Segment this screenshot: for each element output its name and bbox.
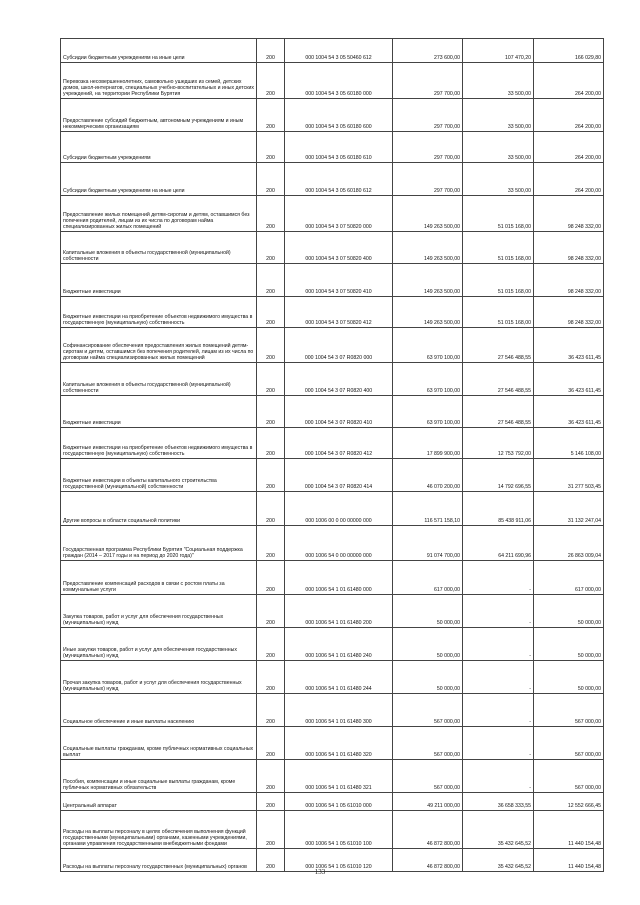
row-remaining: 36 423 611,45 (534, 328, 604, 363)
row-approved: 297 700,00 (393, 132, 463, 163)
row-csr: 000 1004 54 3 07 R0820 000 (285, 328, 393, 363)
row-code: 200 (257, 363, 285, 396)
row-approved: 91 074 700,00 (393, 526, 463, 561)
row-name: Прочая закупка товаров, работ и услуг для обеспечения государственных (муниципальных) нужд (61, 661, 257, 694)
row-name: Капитальные вложения в объекты государственной (муниципальной) собственности (61, 363, 257, 396)
row-csr: 000 1004 54 3 07 R0820 414 (285, 459, 393, 492)
table-row (61, 428, 604, 459)
row-executed: 35 432 645,52 (463, 811, 534, 849)
row-approved: 50 000,00 (393, 628, 463, 661)
row-remaining: 36 423 611,45 (534, 363, 604, 396)
row-csr: 000 1004 54 3 05 60180 600 (285, 99, 393, 132)
row-code: 200 (257, 526, 285, 561)
row-approved: 567 000,00 (393, 760, 463, 793)
table-row (61, 396, 604, 428)
row-executed: 33 500,00 (463, 63, 534, 99)
row-executed: 51 015 168,00 (463, 297, 534, 328)
row-remaining: 567 000,00 (534, 694, 604, 727)
table-row (61, 694, 604, 727)
row-name: Бюджетные инвестиции в объекты капитального строительства государственной (муниципальной) собственности (61, 459, 257, 492)
row-remaining: 264 200,00 (534, 132, 604, 163)
row-csr: 000 1006 54 1 05 61010 100 (285, 811, 393, 849)
row-csr: 000 1004 54 3 07 R0820 400 (285, 363, 393, 396)
row-remaining: 567 000,00 (534, 760, 604, 793)
row-csr: 000 1006 54 1 05 61010 120 (285, 849, 393, 872)
table-row (61, 39, 604, 63)
row-csr: 000 1006 54 1 01 61480 000 (285, 561, 393, 595)
row-name: Расходы на выплаты персоналу в целях обеспечения выполнения функций государственными (муниципальными) органами, казенными учреждениями, органами управления государственными внебюджетными фондами (61, 811, 257, 849)
row-executed: - (463, 760, 534, 793)
row-executed: 27 546 488,55 (463, 363, 534, 396)
row-name: Субсидии бюджетным учреждениям на иные цели (61, 39, 257, 63)
row-executed: 36 658 333,55 (463, 793, 534, 811)
row-approved: 617 000,00 (393, 561, 463, 595)
row-executed: 51 015 168,00 (463, 264, 534, 297)
row-csr: 000 1006 54 1 01 61480 320 (285, 727, 393, 760)
row-csr: 000 1006 54 1 01 61480 200 (285, 595, 393, 628)
table-row (61, 526, 604, 561)
row-approved: 297 700,00 (393, 163, 463, 196)
row-approved: 149 263 500,00 (393, 232, 463, 264)
row-name: Центральный аппарат (61, 793, 257, 811)
row-executed: 64 211 690,96 (463, 526, 534, 561)
table-row (61, 459, 604, 492)
row-name: Предоставление субсидий бюджетным, автономным учреждениям и иным некоммерческим организациям (61, 99, 257, 132)
row-csr: 000 1006 54 1 01 61480 300 (285, 694, 393, 727)
row-approved: 567 000,00 (393, 694, 463, 727)
row-remaining: 31 277 503,45 (534, 459, 604, 492)
row-name: Пособия, компенсации и иные социальные выплаты гражданам, кроме публичных нормативных обязательств (61, 760, 257, 793)
row-remaining: 264 200,00 (534, 63, 604, 99)
row-approved: 63 970 100,00 (393, 396, 463, 428)
row-executed: - (463, 727, 534, 760)
row-csr: 000 1006 54 1 01 61480 321 (285, 760, 393, 793)
page-number: 133 (314, 868, 326, 876)
row-executed: 27 546 488,55 (463, 328, 534, 363)
row-name: Государственная программа Республики Бурятия "Социальная поддержка граждан (2014 – 2017 годы и на период до 2020 года)" (61, 526, 257, 561)
row-code: 200 (257, 849, 285, 872)
row-remaining: 166 029,80 (534, 39, 604, 63)
row-name: Иные закупки товаров, работ и услуг для обеспечения государственных (муниципальных) нужд (61, 628, 257, 661)
row-remaining: 98 248 332,00 (534, 196, 604, 232)
table-row (61, 363, 604, 396)
table-row (61, 492, 604, 526)
row-remaining: 50 000,00 (534, 595, 604, 628)
row-remaining: 31 132 247,04 (534, 492, 604, 526)
table-row (61, 811, 604, 849)
row-executed: 35 432 645,52 (463, 849, 534, 872)
row-name: Предоставление компенсаций расходов в связи с ростом платы за коммунальные услуги (61, 561, 257, 595)
row-executed: 85 438 911,06 (463, 492, 534, 526)
row-csr: 000 1004 54 3 07 50820 410 (285, 264, 393, 297)
row-csr: 000 1004 54 3 07 50820 000 (285, 196, 393, 232)
row-approved: 297 700,00 (393, 63, 463, 99)
row-executed: 51 015 168,00 (463, 196, 534, 232)
row-executed: 27 546 488,55 (463, 396, 534, 428)
row-approved: 273 600,00 (393, 39, 463, 63)
row-approved: 49 211 000,00 (393, 793, 463, 811)
row-code: 200 (257, 163, 285, 196)
row-executed: - (463, 595, 534, 628)
row-code: 200 (257, 63, 285, 99)
row-code: 200 (257, 492, 285, 526)
row-code: 200 (257, 428, 285, 459)
row-code: 200 (257, 694, 285, 727)
row-executed: 107 470,20 (463, 39, 534, 63)
table-row (61, 760, 604, 793)
row-csr: 000 1006 54 1 01 61480 240 (285, 628, 393, 661)
row-csr: 000 1004 54 3 05 60180 612 (285, 163, 393, 196)
row-executed: - (463, 661, 534, 694)
row-name: Социальные выплаты гражданам, кроме публичных нормативных социальных выплат (61, 727, 257, 760)
table-row (61, 63, 604, 99)
row-csr: 000 1004 54 3 07 R0820 412 (285, 428, 393, 459)
row-approved: 149 263 500,00 (393, 297, 463, 328)
row-approved: 149 263 500,00 (393, 196, 463, 232)
row-code: 200 (257, 297, 285, 328)
row-csr: 000 1004 54 3 05 50460 612 (285, 39, 393, 63)
row-code: 200 (257, 99, 285, 132)
row-csr: 000 1006 54 0 00 00000 000 (285, 526, 393, 561)
row-code: 200 (257, 760, 285, 793)
table-row (61, 328, 604, 363)
row-executed: 33 500,00 (463, 99, 534, 132)
row-executed: 33 500,00 (463, 132, 534, 163)
row-name: Субсидии бюджетным учреждениям (61, 132, 257, 163)
row-executed: 51 015 168,00 (463, 232, 534, 264)
row-code: 200 (257, 661, 285, 694)
table-row (61, 163, 604, 196)
row-csr: 000 1006 54 1 01 61480 244 (285, 661, 393, 694)
row-approved: 50 000,00 (393, 661, 463, 694)
row-remaining: 26 863 009,04 (534, 526, 604, 561)
row-remaining: 12 552 666,45 (534, 793, 604, 811)
row-name: Другие вопросы в области социальной политики (61, 492, 257, 526)
row-remaining: 617 000,00 (534, 561, 604, 595)
row-name: Социальное обеспечение и иные выплаты населению (61, 694, 257, 727)
row-name: Софинансирование обеспечения предоставления жилых помещений детям-сиротам и детям, оставшимся без попечения родителей, лицам из их числа по договорам найма специализированных жилых помещений (61, 328, 257, 363)
row-code: 200 (257, 232, 285, 264)
row-code: 200 (257, 628, 285, 661)
row-remaining: 36 423 611,45 (534, 396, 604, 428)
row-code: 200 (257, 459, 285, 492)
row-approved: 50 000,00 (393, 595, 463, 628)
table-row (61, 561, 604, 595)
row-name: Субсидии бюджетным учреждениям на иные цели (61, 163, 257, 196)
row-remaining: 98 248 332,00 (534, 264, 604, 297)
row-executed: 12 753 792,00 (463, 428, 534, 459)
row-remaining: 5 146 108,00 (534, 428, 604, 459)
row-name: Бюджетные инвестиции (61, 264, 257, 297)
row-code: 200 (257, 793, 285, 811)
row-approved: 567 000,00 (393, 727, 463, 760)
row-name: Закупка товаров, работ и услуг для обеспечения государственных (муниципальных) нужд (61, 595, 257, 628)
row-code: 200 (257, 595, 285, 628)
row-csr: 000 1004 54 3 07 R0820 410 (285, 396, 393, 428)
table-row (61, 793, 604, 811)
row-approved: 46 070 200,00 (393, 459, 463, 492)
table-row (61, 99, 604, 132)
row-code: 200 (257, 811, 285, 849)
row-name: Бюджетные инвестиции (61, 396, 257, 428)
row-code: 200 (257, 264, 285, 297)
row-approved: 116 571 158,10 (393, 492, 463, 526)
row-name: Бюджетные инвестиции на приобретение объектов недвижимого имущества в государственную (муниципальную) собственность (61, 428, 257, 459)
row-csr: 000 1004 54 3 07 50820 412 (285, 297, 393, 328)
row-approved: 63 970 100,00 (393, 328, 463, 363)
table-row (61, 628, 604, 661)
table-row (61, 595, 604, 628)
row-csr: 000 1004 54 3 05 60180 000 (285, 63, 393, 99)
row-name: Предоставление жилых помещений детям-сиротам и детям, оставшимся без попечения родителей, лицам из их числа по договорам найма специализированных жилых помещений (61, 196, 257, 232)
row-executed: 14 792 696,55 (463, 459, 534, 492)
table-row (61, 297, 604, 328)
row-approved: 46 872 800,00 (393, 849, 463, 872)
row-remaining: 98 248 332,00 (534, 232, 604, 264)
row-executed: - (463, 561, 534, 595)
row-approved: 17 899 900,00 (393, 428, 463, 459)
row-code: 200 (257, 396, 285, 428)
row-name: Перевозка несовершеннолетних, самовольно ушедших из семей, детских домов, школ-интернатов, специальных учебно-воспитательных и иных детских учреждений, на территории Республики Бурятия (61, 63, 257, 99)
row-remaining: 567 000,00 (534, 727, 604, 760)
table-row (61, 196, 604, 232)
row-executed: 33 500,00 (463, 163, 534, 196)
row-csr: 000 1004 54 3 07 50820 400 (285, 232, 393, 264)
row-approved: 63 970 100,00 (393, 363, 463, 396)
row-code: 200 (257, 39, 285, 63)
row-approved: 297 700,00 (393, 99, 463, 132)
row-code: 200 (257, 196, 285, 232)
row-remaining: 264 200,00 (534, 99, 604, 132)
row-approved: 46 872 800,00 (393, 811, 463, 849)
row-remaining: 264 200,00 (534, 163, 604, 196)
table-row (61, 661, 604, 694)
row-approved: 149 263 500,00 (393, 264, 463, 297)
row-executed: - (463, 628, 534, 661)
row-code: 200 (257, 328, 285, 363)
table-row (61, 727, 604, 760)
row-code: 200 (257, 132, 285, 163)
row-name: Расходы на выплаты персоналу государственных (муниципальных) органов (61, 849, 257, 872)
row-executed: - (463, 694, 534, 727)
row-remaining: 11 440 154,48 (534, 811, 604, 849)
row-remaining: 98 248 332,00 (534, 297, 604, 328)
budget-execution-table (60, 38, 604, 872)
table-row (61, 264, 604, 297)
row-code: 200 (257, 561, 285, 595)
row-csr: 000 1006 54 1 05 61010 000 (285, 793, 393, 811)
row-name: Капитальные вложения в объекты государственной (муниципальной) собственности (61, 232, 257, 264)
table-row (61, 132, 604, 163)
row-code: 200 (257, 727, 285, 760)
row-remaining: 50 000,00 (534, 628, 604, 661)
row-csr: 000 1004 54 3 05 60180 610 (285, 132, 393, 163)
row-remaining: 50 000,00 (534, 661, 604, 694)
row-remaining: 11 440 154,48 (534, 849, 604, 872)
row-name: Бюджетные инвестиции на приобретение объектов недвижимого имущества в государственную (муниципальную) собственность (61, 297, 257, 328)
row-csr: 000 1006 00 0 00 00000 000 (285, 492, 393, 526)
table-body (61, 39, 604, 872)
table-row (61, 232, 604, 264)
